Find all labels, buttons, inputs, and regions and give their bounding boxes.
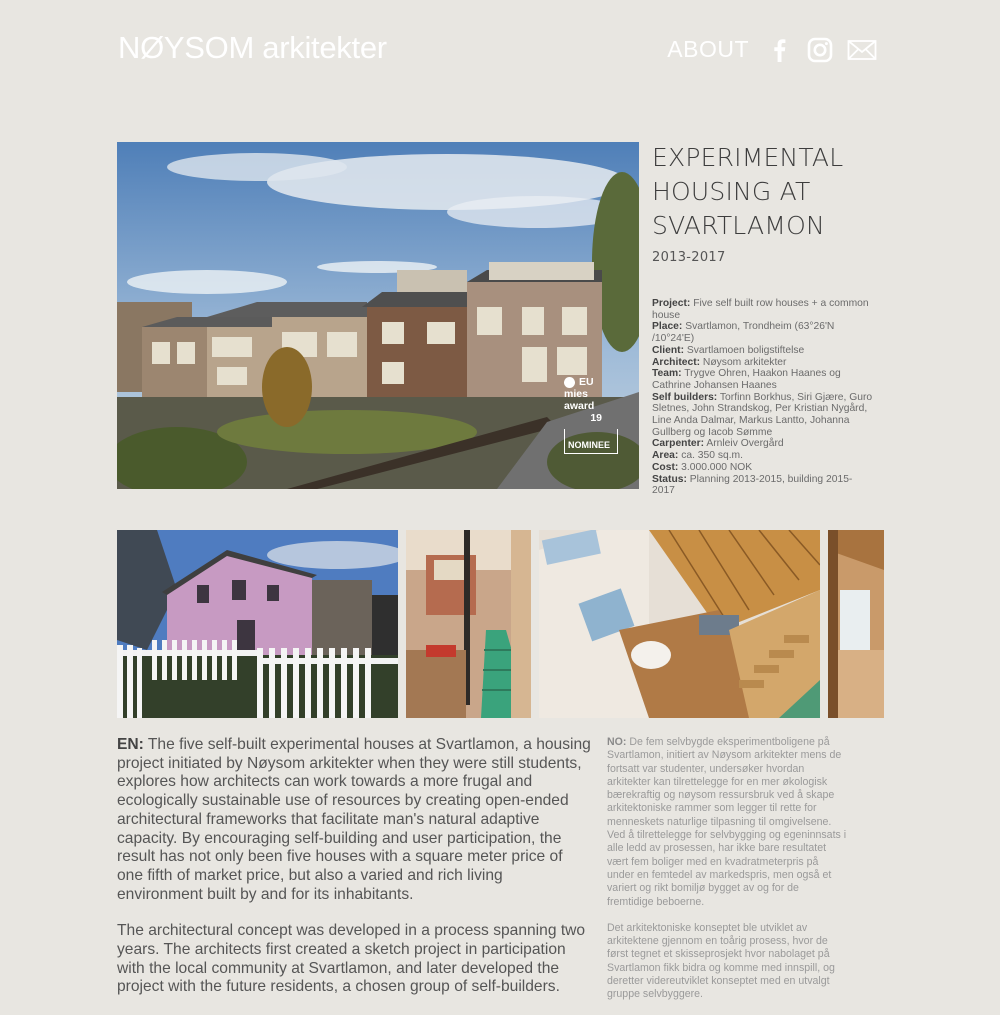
gallery-photo-pink-house[interactable] [117,530,398,718]
project-title: EXPERIMENTAL HOUSING AT SVARTLAMON [652,143,844,240]
hero-photo[interactable] [117,142,639,489]
no-paragraph-1: NO: De fem selvbygde eksperimentboligene på Svartlamon, initiert av Nøysom arkitekter mens de fortsatt var studenter, undersøker hvordan arkitekter kan tilrettelegge for en mer økologisk bærekraftig og nøysom ressursbruk ved å skape arkitektoniske rammer som legger til rette for menneskets naturlige tilpasning til omgivelsene. Ved å tilrettelegge for selvbygging og egeninnsats i alle ledd av prosessen, har ikke bare resultatet vært fem boliger med en kvadratmeterpris på under en femtedel av markedspris, men også et variert og rikt bomiljø bygget av og for de fremtidige beboerne. [607,736,847,908]
project-years: 2013-2017 [652,250,726,265]
fact-self-builders: Self builders: Torfinn Borkhus, Siri Gjære, Guro Sletnes, John Strandskog, Per Kristian Nygård, Line Anda Dalmar, Markus Lantto, Johanna Gullberg og Iacob Sømme [652,391,873,438]
no-paragraph-2: Det arkitektoniske konseptet ble utviklet av arkitektene gjennom en toårig prosess, hvor de først tegnet et skisseprosjekt hvor nabolaget på Svartlamon fikk bidra og komme med innspill, og deretter videreutviklet konseptet med en utvalgt gruppe selvbyggere. [607,921,835,1001]
award-star-icon [564,377,575,388]
fact-team: Team: Trygve Ohren, Haakon Haanes og Cathrine Johansen Haanes [652,368,841,391]
fact-client: Client: Svartlamoen boligstiftelse [652,344,805,356]
about-link[interactable]: ABOUT [667,36,749,62]
description-english [117,736,592,1015]
mail-icon[interactable] [847,37,877,63]
fact-cost: Cost: 3.000.000 NOK [652,461,753,473]
gallery-photo-interior-kitchen[interactable] [828,530,884,718]
fact-area: Area: ca. 350 sq.m. [652,450,744,462]
fact-place: Place: Svartlamon, Trondheim (63°26'N /10°24'E) [652,321,835,345]
gallery-photo-interior-overhead[interactable] [539,530,820,718]
top-nav [667,36,877,63]
nominee-label: NOMINEE [564,429,618,454]
eu-mies-award-badge: EU mies award 19 NOMINEE [564,376,622,474]
fact-architect: Architect: Nøysom arkitekter [652,356,787,368]
instagram-icon[interactable] [807,37,833,63]
site-logo[interactable]: NØYSOM arkitekter [118,30,387,65]
facebook-icon[interactable] [767,37,793,63]
fact-project: Project: Five self built row houses + a common house [652,298,869,321]
project-facts [652,298,874,497]
en-paragraph-2: The architectural concept was developed in a process spanning two years. The architects first created a sketch project in participation with the local community at Svartlamon, and later developed the project with the future residents, a chosen group of self-builders. [117,922,586,996]
gallery-photo-interior-stairs[interactable] [406,530,531,718]
description-norwegian [607,736,847,1015]
en-paragraph-1: EN: The five self-built experimental houses at Svartlamon, a housing project initiated by Nøysom arkitekter when they were still students, explores how architects can work towards a more frugal and ecologically sustainable use of resources by creating open-ended architectural frameworks that facilitate man's natural adaptive capacity. By encouraging self-building and user participation, the result has not only been five houses with a square meter price of one fifth of market price, but also a varied and rich living environment built by and for its inhabitants. [117,736,591,903]
fact-carpenter: Carpenter: Arnleiv Overgård [652,438,784,450]
fact-status: Status: Planning 2013-2015, building 2015-2017 [652,473,853,497]
